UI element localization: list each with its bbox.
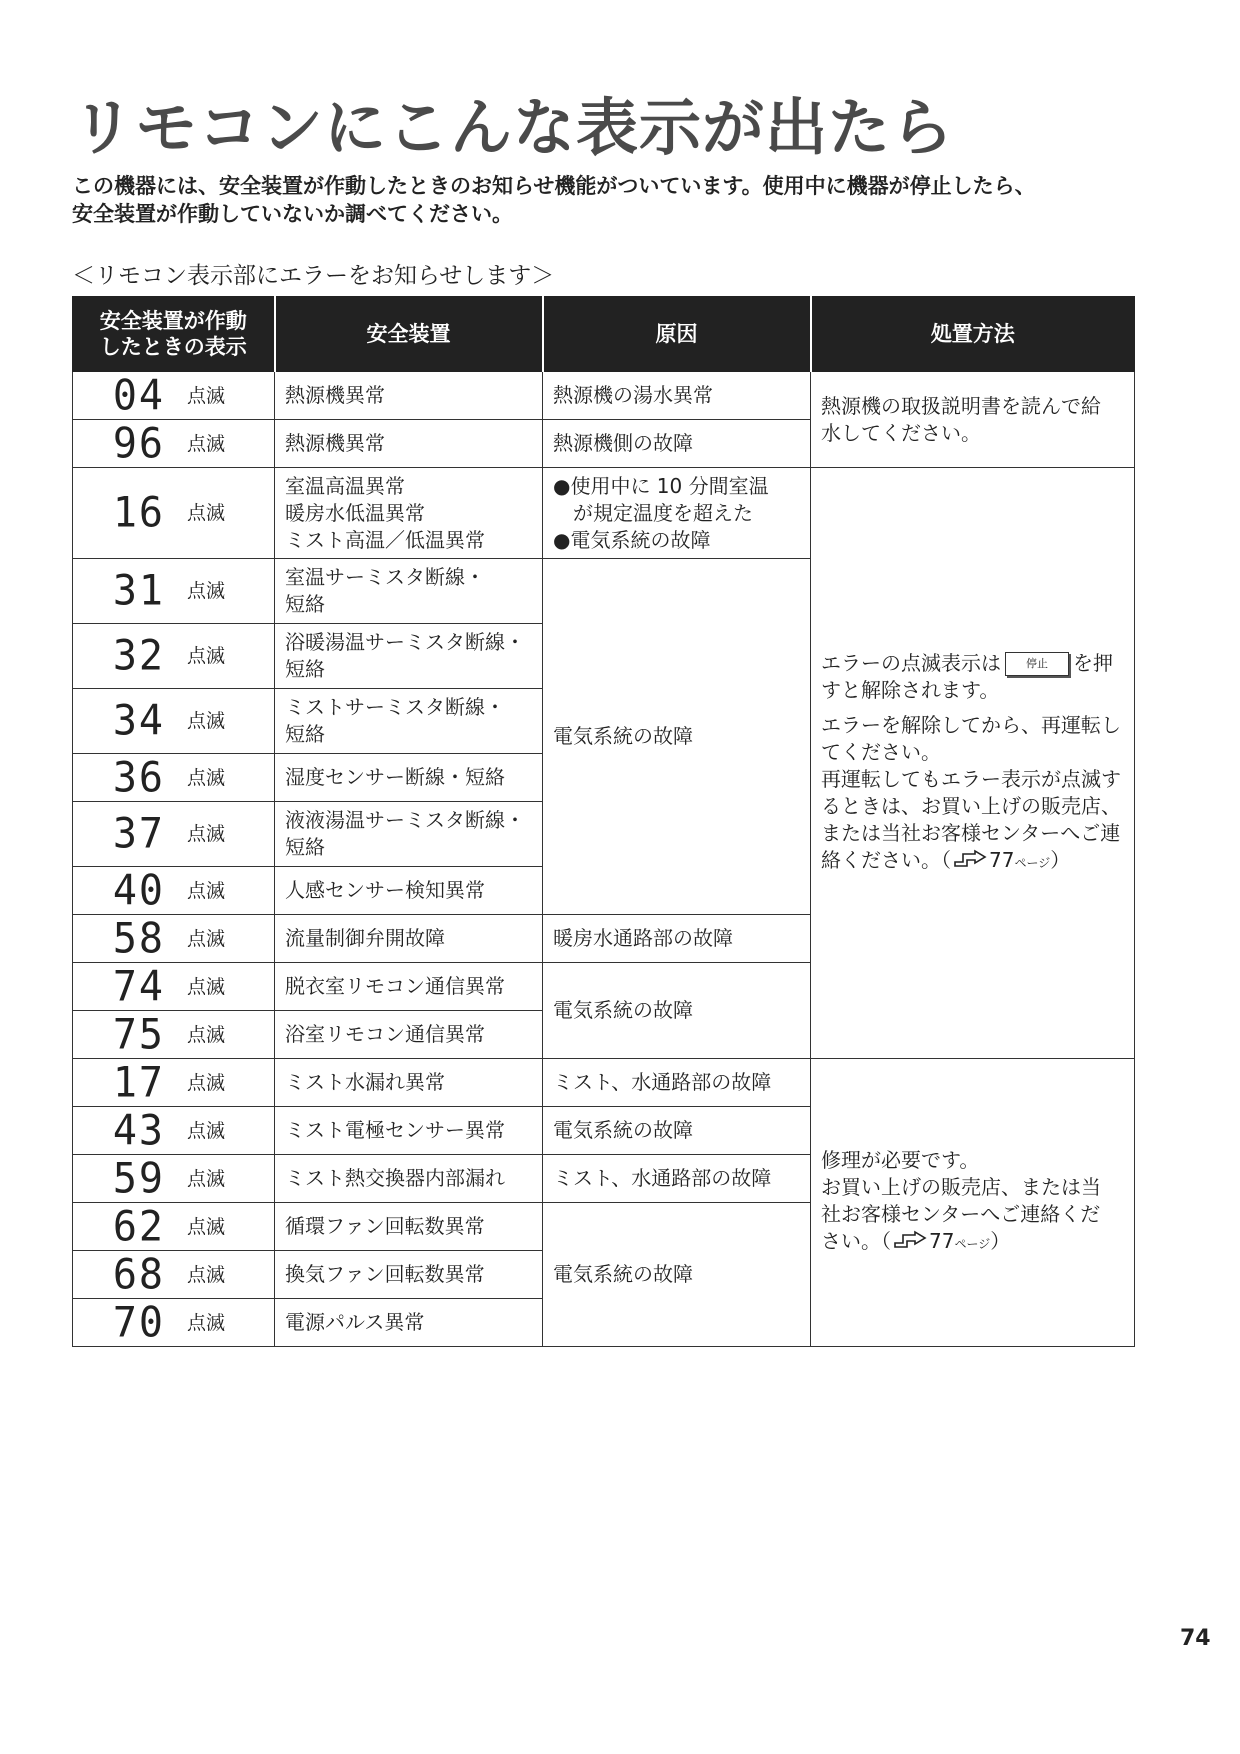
cause-cell: 熱源機側の故障 — [543, 420, 811, 468]
error-code-cell — [73, 754, 275, 802]
error-code-cell — [73, 802, 275, 867]
device-cell: 循環ファン回転数異常 — [275, 1203, 543, 1251]
error-code: 37 — [112, 809, 165, 859]
error-code-cell — [73, 689, 275, 754]
header-display: 安全装置が作動 したときの表示 — [73, 297, 275, 372]
table-row — [73, 372, 1135, 420]
page-number: 74 — [1180, 1626, 1211, 1651]
table-row — [73, 468, 1135, 559]
error-code-cell — [73, 1011, 275, 1059]
error-code: 59 — [112, 1154, 165, 1203]
stop-button-icon: 停止 — [1005, 652, 1069, 676]
blink-label: 点滅 — [187, 580, 226, 602]
remedy-repair: 修理が必要です。 お買い上げの販売店、または当 社お客様センターへご連絡くだ さい。（ 77ページ） — [811, 1059, 1135, 1347]
device-cell: 室温サーミスタ断線・ 短絡 — [275, 559, 543, 624]
device-cell: 浴暖湯温サーミスタ断線・ 短絡 — [275, 624, 543, 689]
error-code: 43 — [112, 1106, 165, 1155]
blink-label: 点滅 — [187, 1119, 226, 1142]
error-code: 62 — [112, 1202, 165, 1251]
cause-cell: ミスト、水通路部の故障 — [543, 1059, 811, 1107]
cause-cell: ●使用中に 10 分間室温 が規定温度を超えた ●電気系統の故障 — [543, 468, 811, 559]
error-code-cell — [73, 963, 275, 1011]
error-code-cell — [73, 1059, 275, 1107]
blink-label: 点滅 — [187, 1263, 226, 1286]
blink-label: 点滅 — [187, 432, 226, 455]
page-title: リモコンにこんな表示が出たら — [72, 91, 955, 164]
error-code: 17 — [112, 1058, 165, 1107]
error-code: 70 — [112, 1298, 165, 1347]
error-code-cell — [73, 624, 275, 689]
blink-label: 点滅 — [187, 710, 226, 732]
intro-line-2: 安全装置が作動していないか調べてください。 — [72, 202, 513, 226]
error-code-cell — [73, 867, 275, 915]
error-code: 58 — [112, 914, 165, 963]
error-code: 36 — [112, 753, 165, 802]
error-code-cell — [73, 372, 275, 420]
cause-cell: 熱源機の湯水異常 — [543, 372, 811, 420]
cause-cell: 電気系統の故障 — [543, 1107, 811, 1155]
header-device: 安全装置 — [275, 297, 543, 372]
error-code: 34 — [112, 696, 165, 746]
device-cell: 換気ファン回転数異常 — [275, 1251, 543, 1299]
device-cell: 浴室リモコン通信異常 — [275, 1011, 543, 1059]
blink-label: 点滅 — [187, 1023, 226, 1046]
blink-label: 点滅 — [187, 645, 226, 667]
remedy-heat-source: 熱源機の取扱説明書を読んで給 水してください。 — [811, 372, 1135, 468]
device-cell: 室温高温異常 暖房水低温異常 ミスト高温／低温異常 — [275, 468, 543, 559]
blink-label: 点滅 — [187, 823, 226, 845]
error-code-cell — [73, 1155, 275, 1203]
blink-label: 点滅 — [187, 1311, 226, 1334]
header-remedy: 処置方法 — [811, 297, 1135, 372]
device-cell: 熱源機異常 — [275, 372, 543, 420]
error-code: 32 — [112, 631, 165, 681]
error-code-cell — [73, 559, 275, 624]
page-reference-icon — [893, 1229, 927, 1256]
error-code: 16 — [112, 488, 165, 538]
device-cell: 電源パルス異常 — [275, 1299, 543, 1347]
error-code-cell — [73, 1299, 275, 1347]
device-cell: 人感センサー検知異常 — [275, 867, 543, 915]
error-code-cell — [73, 1107, 275, 1155]
device-cell: 湿度センサー断線・短絡 — [275, 754, 543, 802]
error-code-cell — [73, 1203, 275, 1251]
device-cell: 流量制御弁開故障 — [275, 915, 543, 963]
section-subheading: ＜リモコン表示部にエラーをお知らせします＞ — [72, 263, 555, 289]
device-cell: ミスト水漏れ異常 — [275, 1059, 543, 1107]
table-header-row — [73, 297, 1135, 372]
device-cell: ミスト電極センサー異常 — [275, 1107, 543, 1155]
error-code: 68 — [112, 1250, 165, 1299]
page-reference-icon — [953, 848, 987, 875]
blink-label: 点滅 — [187, 879, 226, 902]
device-cell: ミストサーミスタ断線・ 短絡 — [275, 689, 543, 754]
intro-line-1: この機器には、安全装置が作動したときのお知らせ機能がついています。使用中に機器が停止したら、 — [72, 174, 1036, 198]
blink-label: 点滅 — [187, 1071, 226, 1094]
blink-label: 点滅 — [187, 384, 226, 407]
cause-cell-merged: 電気系統の故障 — [543, 559, 811, 915]
device-cell: 液液湯温サーミスタ断線・ 短絡 — [275, 802, 543, 867]
cause-cell: 暖房水通路部の故障 — [543, 915, 811, 963]
error-code: 75 — [112, 1010, 165, 1059]
blink-label: 点滅 — [187, 975, 226, 998]
error-code-cell — [73, 420, 275, 468]
cause-cell-merged: 電気系統の故障 — [543, 1203, 811, 1347]
blink-label: 点滅 — [187, 927, 226, 950]
blink-label: 点滅 — [187, 1215, 226, 1238]
device-cell: ミスト熱交換器内部漏れ — [275, 1155, 543, 1203]
remedy-reset: エラーの点滅表示は 停止 を押 すと解除されます。 エラーを解除してから、再運転し てください。 再運転してもエラー表示が点滅す るときは、お買い上げの販売店、 または当社お客様センターへご連 絡ください。（ 77ページ） — [811, 468, 1135, 1059]
error-code: 40 — [112, 866, 165, 915]
blink-label: 点滅 — [187, 766, 226, 789]
error-code: 04 — [112, 371, 165, 420]
error-code: 31 — [112, 566, 165, 616]
error-code-cell — [73, 1251, 275, 1299]
cause-cell: ミスト、水通路部の故障 — [543, 1155, 811, 1203]
error-code-cell — [73, 468, 275, 559]
error-code-cell — [73, 915, 275, 963]
blink-label: 点滅 — [187, 502, 226, 524]
blink-label: 点滅 — [187, 1167, 226, 1190]
error-code-table — [72, 296, 1135, 1347]
device-cell: 熱源機異常 — [275, 420, 543, 468]
intro-text — [72, 172, 1152, 228]
header-cause: 原因 — [543, 297, 811, 372]
error-code: 96 — [112, 419, 165, 468]
cause-cell-merged: 電気系統の故障 — [543, 963, 811, 1059]
table-row — [73, 1059, 1135, 1107]
device-cell: 脱衣室リモコン通信異常 — [275, 963, 543, 1011]
error-code: 74 — [112, 962, 165, 1011]
